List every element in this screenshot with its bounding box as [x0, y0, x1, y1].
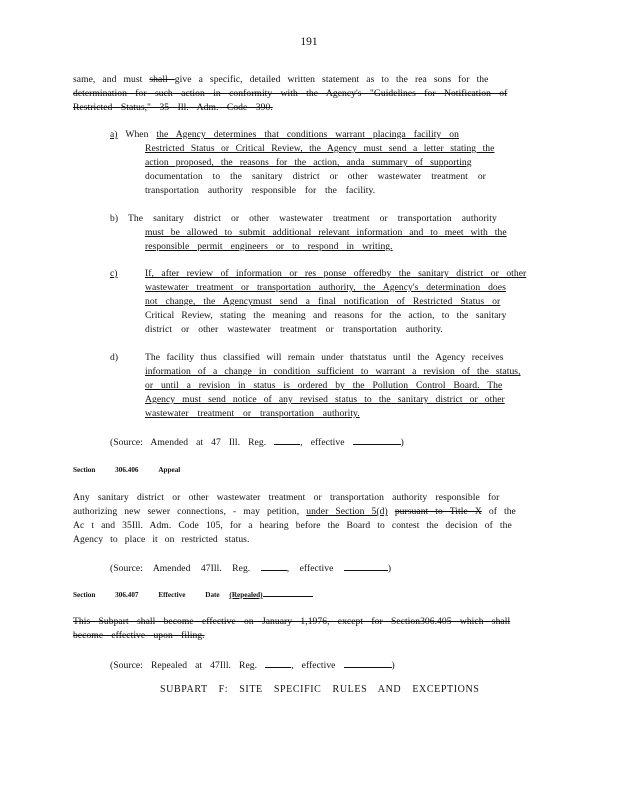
page-number: 191: [300, 36, 318, 48]
section-406-heading: Section 306.406 Appeal: [73, 466, 181, 474]
item-c-line-1: If, after review of information or res ponse offeredby the sanitary district or other: [145, 268, 527, 279]
appeal-line-3: Ac t and 35Ill. Adm. Code 105, for a hearing before the Board to contest the decision of the: [73, 520, 512, 531]
item-c-line-4: Critical Review, stating the meaning and reasons for the action, to the sanitary: [145, 310, 507, 321]
item-c-line-2: wastewater treatment or transportation authority, the Agency's determination does: [145, 282, 506, 293]
item-b-line-3: responsible permit engineers or to respond in writing.: [145, 241, 393, 252]
repealed-line-2: become effective upon filing.: [73, 630, 205, 641]
deleted-text: pursuant to Title X: [394, 506, 482, 517]
blank-line: [344, 658, 392, 668]
appeal-line-2: authorizing new sewer connections, - may petition, under Section 5(d) pursuant to Title X of the: [73, 506, 516, 517]
item-a-line-1: a) When the Agency determines that conditions warrant placinga facility on: [110, 129, 459, 140]
item-c-line-5: district or other wastewater treatment or transportation authority.: [145, 324, 443, 335]
intro-line-2: determination for such action in conformity with the Agency's "Guidelines for Notification of: [73, 88, 508, 99]
source-note-3: (Source: Repealed at 47Ill. Reg. , effective ): [110, 660, 395, 671]
deleted-text: shall: [149, 74, 175, 85]
item-a-line-3: action proposed, the reasons for the action, anda summary of supporting: [145, 157, 472, 168]
blank-line: [263, 590, 313, 597]
intro-line-1: same, and must shall give a specific, detailed written statement as to the rea sons for the: [73, 74, 489, 85]
item-a-line-2: Restricted Status or Critical Review, the Agency must send a letter stating the: [145, 143, 495, 154]
source-note-2: (Source: Amended 47Ill. Reg. , effective ): [110, 563, 392, 574]
item-a-line-4: documentation to the sanitary district or other wastewater treatment or: [145, 171, 486, 182]
blank-line: [261, 561, 287, 571]
item-c-marker: c): [110, 268, 118, 279]
subpart-heading: SUBPART F: SITE SPECIFIC RULES AND EXCEPTIONS: [160, 684, 480, 695]
section-407-heading: Section 306.407 Effective Date (Repealed): [73, 590, 313, 599]
item-b-line-1: b) The sanitary district or other wastewater treatment or transportation authority: [110, 213, 497, 224]
source-note-1: (Source: Amended at 47 Ill. Reg. , effective ): [110, 437, 404, 448]
repealed-line-1: This Subpart shall become effective on January 1,1976, except for Section306.405 which shall: [73, 616, 511, 627]
intro-line-3: Restricted Status," 35 Ill. Adm. Code 390.: [73, 102, 273, 113]
blank-line: [265, 658, 291, 668]
item-a-line-5: transportation authority responsible for the facility.: [145, 185, 376, 196]
blank-line: [344, 561, 388, 571]
appeal-line-4: Agency to place it on restricted status.: [73, 534, 250, 545]
item-d-line-4: Agency must send notice of any revised status to the sanitary district or other: [145, 394, 505, 405]
item-d-line-1: The facility thus classified will remain under thatstatus until the Agency receives: [145, 352, 504, 363]
blank-line: [353, 435, 401, 445]
item-d-marker: d): [110, 352, 119, 363]
blank-line: [274, 435, 300, 445]
item-c-line-3: not change, the Agencymust send a final notification of Restricted Status or: [145, 296, 501, 307]
item-d-line-5: wastewater treatment or transportation authority.: [145, 408, 360, 419]
item-d-line-3: or until a revision in status is ordered by the Pollution Control Board. The: [145, 380, 503, 391]
item-b-line-2: must be allowed to submit additional relevant information and to meet with the: [145, 227, 507, 238]
item-d-line-2: information of a change in condition sufficient to warrant a revision of the status,: [145, 366, 521, 377]
appeal-line-1: Any sanitary district or other wastewater treatment or transportation authority responsible for: [73, 492, 500, 503]
